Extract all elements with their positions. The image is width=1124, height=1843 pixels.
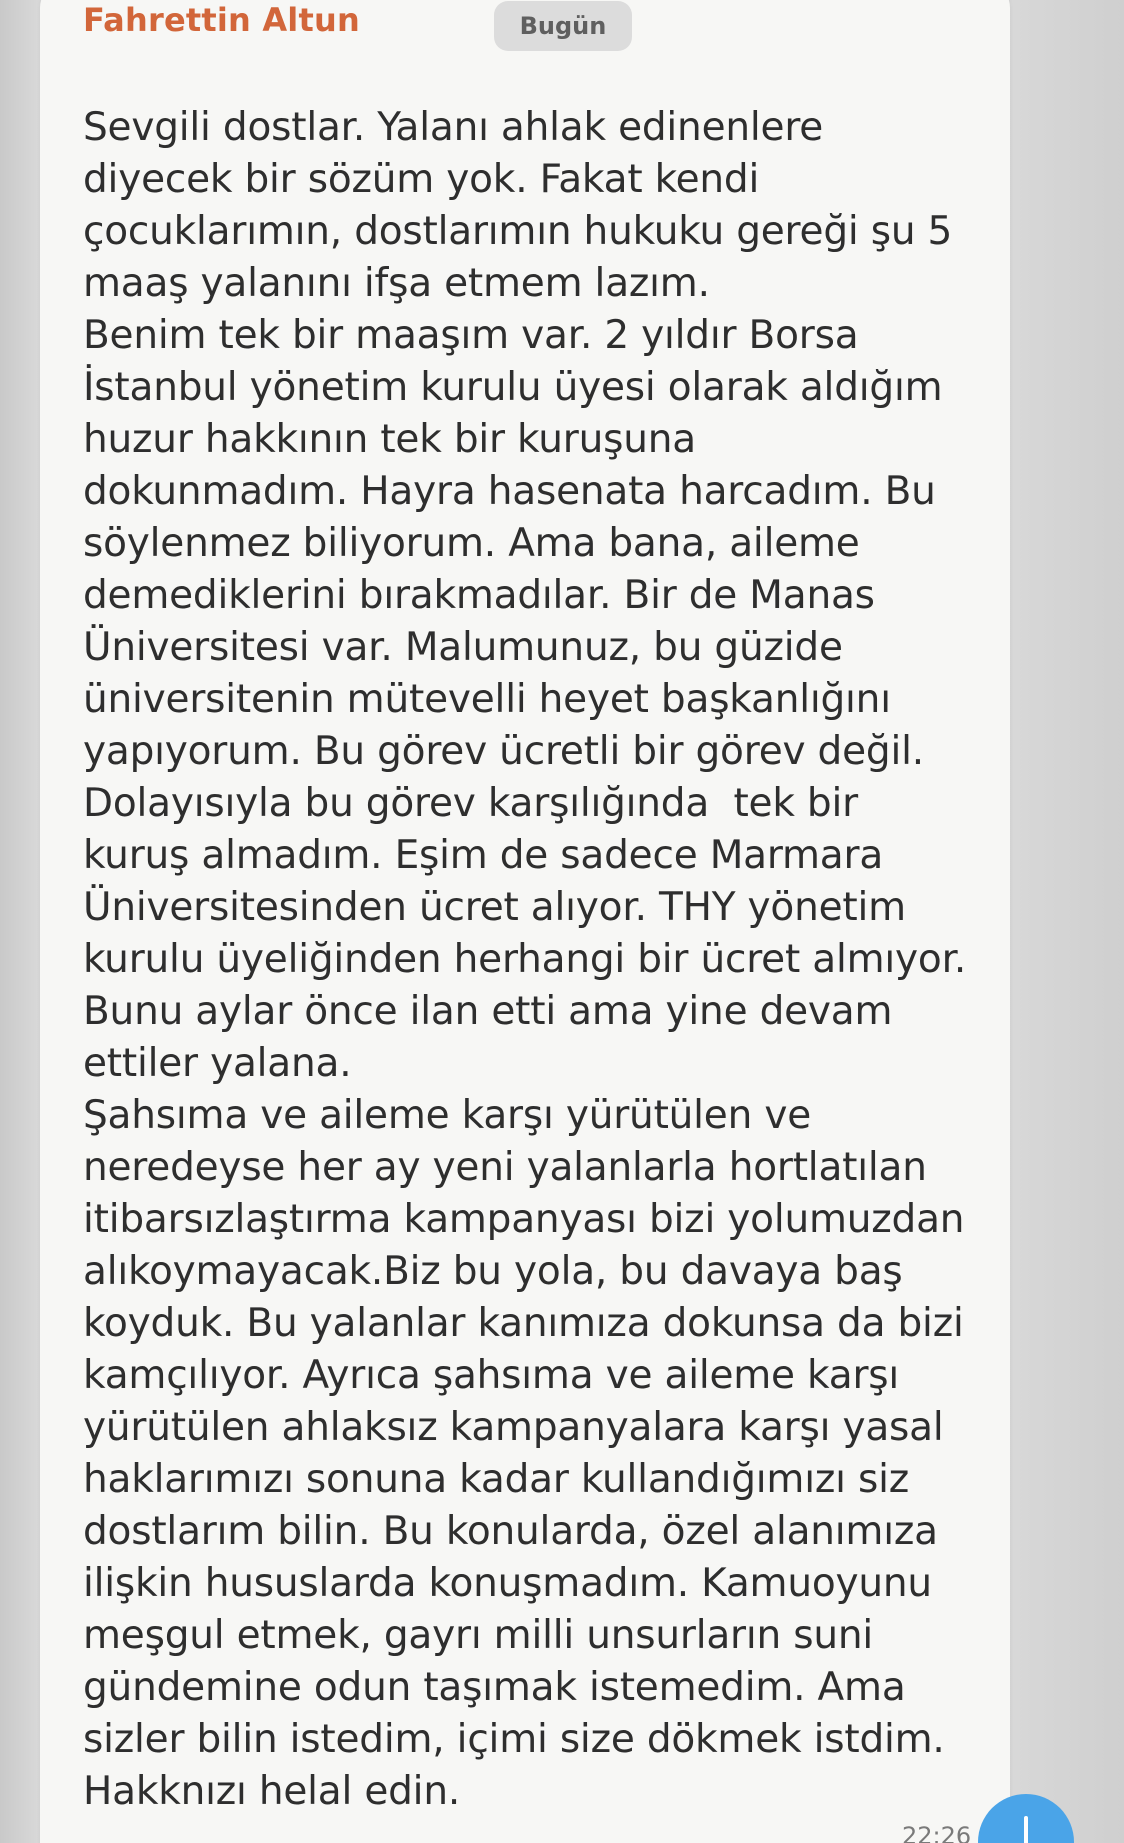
message-line: diyecek bir sözüm yok. Fakat kendi [83,157,760,202]
message-line: Hakknızı helal edin. [83,1769,461,1814]
message-line: kurulu üyeliğinden herhangi bir ücret almıyor. [83,937,967,982]
message-line: dokunmadım. Hayra hasenata harcadım. Bu [83,469,936,514]
message-line: Dolayısıyla bu görev karşılığında tek bir [83,781,858,826]
message-timestamp: 22:26 [902,1822,972,1843]
message-line: meşgul etmek, gayrı milli unsurların suni [83,1613,874,1658]
message-line: Üniversitesinden ücret alıyor. THY yönetim [83,885,906,930]
sender-name[interactable]: Fahrettin Altun [83,1,360,39]
message-line: huzur hakkının tek bir kuruşuna [83,417,696,462]
message-line: sizler bilin istedim, içimi size dökmek istdim. [83,1717,945,1762]
message-line: İstanbul yönetim kurulu üyesi olarak aldığım [83,365,943,410]
message-line: demediklerini bırakmadılar. Bir de Manas [83,573,875,618]
message-line: üniversitenin mütevelli heyet başkanlığını [83,677,891,722]
message-line: dostlarım bilin. Bu konularda, özel alanımıza [83,1509,938,1554]
message-line: haklarımızı sonuna kadar kullandığımızı siz [83,1457,909,1502]
message-line: kamçılıyor. Ayrıca şahsıma ve aileme karşı [83,1353,900,1398]
message-line: Üniversitesi var. Malumunuz, bu güzide [83,625,843,670]
message-line: neredeyse her ay yeni yalanlarla hortlatılan [83,1145,927,1190]
message-line: koyduk. Bu yalanlar kanımıza dokunsa da bizi [83,1301,964,1346]
message-line: maaş yalanını ifşa etmem lazım. [83,261,710,306]
message-line: söylenmez biliyorum. Ama bana, aileme [83,521,860,566]
message-line: itibarsızlaştırma kampanyası bizi yolumuzdan [83,1197,965,1242]
message-line: ettiler yalana. [83,1041,352,1086]
arrow-down-icon [1006,1812,1046,1843]
message-line: kuruş almadım. Eşim de sadece Marmara [83,833,884,878]
message-line: Sevgili dostlar. Yalanı ahlak edinenlere [83,105,824,150]
message-line: yapıyorum. Bu görev ücretli bir görev değil. [83,729,924,774]
message-line: yürütülen ahlaksız kampanyalara karşı yasal [83,1405,944,1450]
message-line: Bunu aylar önce ilan etti ama yine devam [83,989,893,1034]
message-text [83,102,993,1818]
message-line: Şahsıma ve aileme karşı yürütülen ve [83,1093,811,1138]
message-line: çocuklarımın, dostlarımın hukuku gereği şu 5 [83,209,953,254]
message-line: ilişkin hususlarda konuşmadım. Kamuoyunu [83,1561,932,1606]
message-line: alıkoymayacak.Biz bu yola, bu davaya baş [83,1249,903,1294]
message-line: Benim tek bir maaşım var. 2 yıldır Borsa [83,313,859,358]
date-separator-chip: Bugün [494,1,632,51]
message-line: gündemine odun taşımak istemedim. Ama [83,1665,906,1710]
